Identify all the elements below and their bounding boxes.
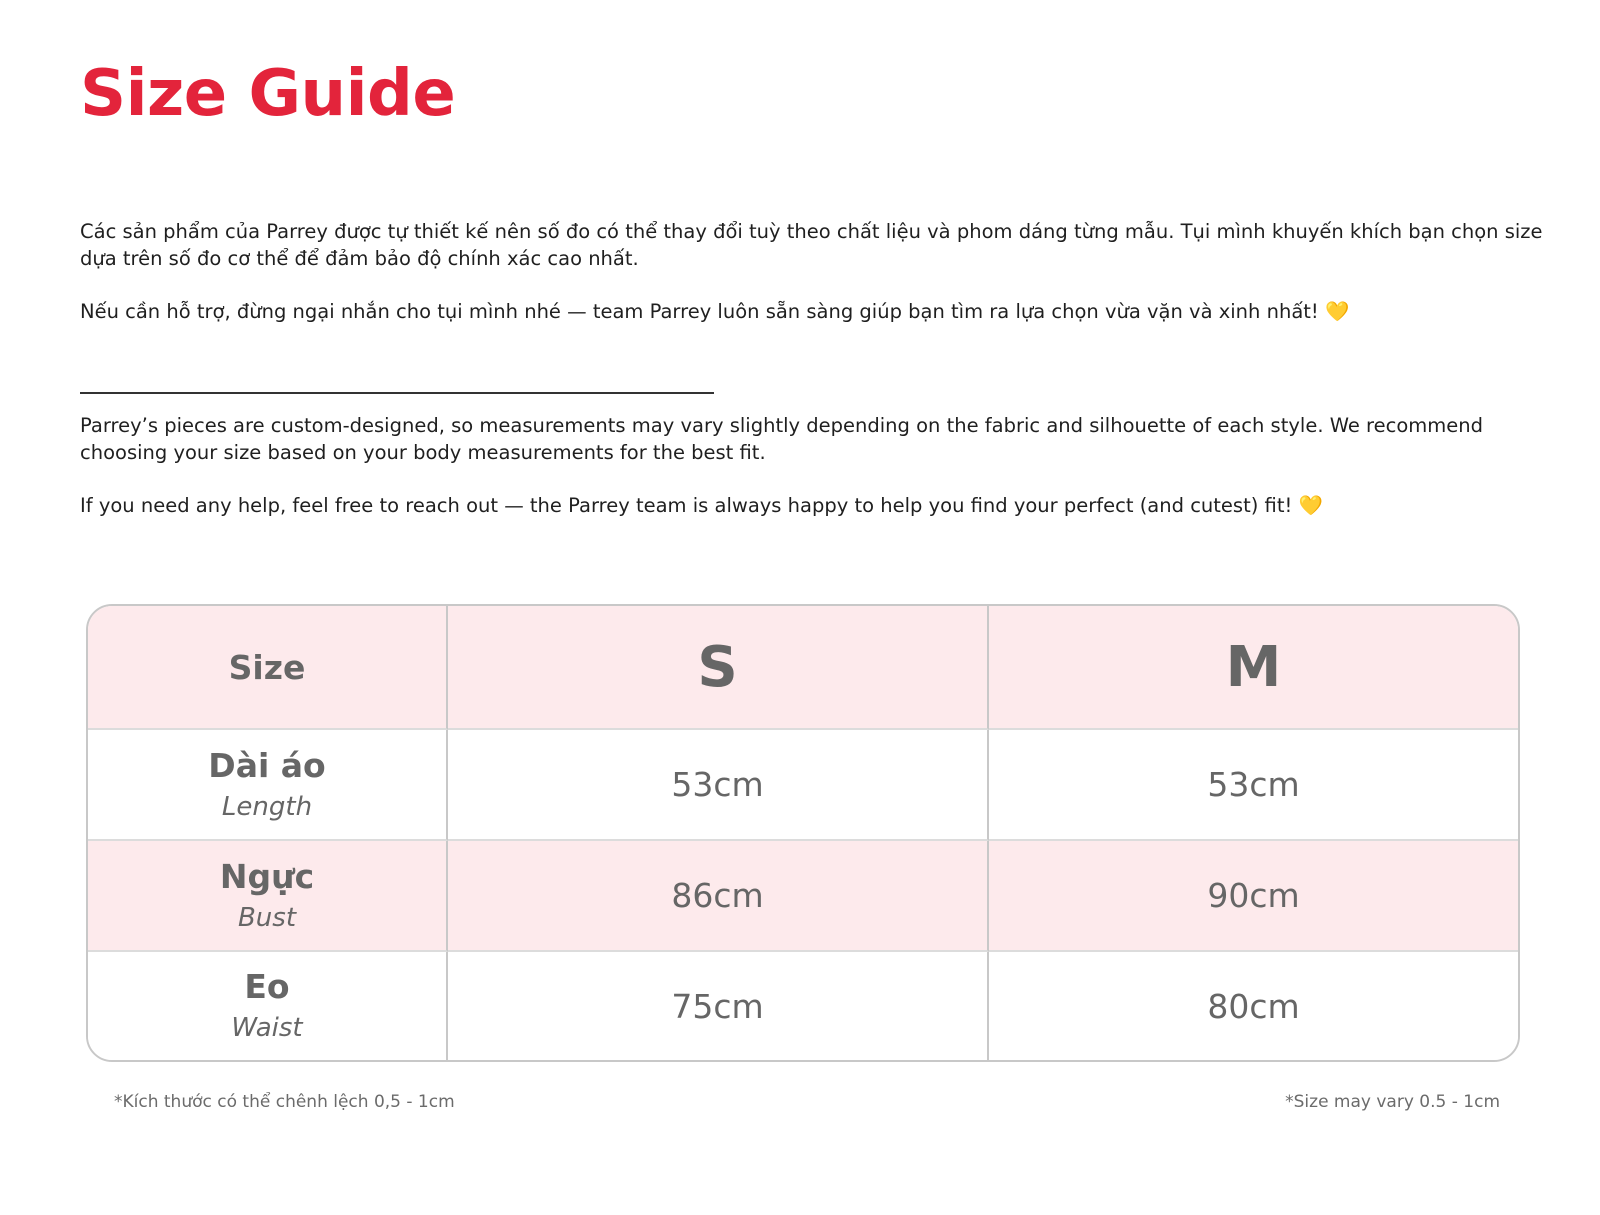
- row-label-en: Bust: [237, 902, 297, 933]
- tolerance-note-en: *Size may vary 0.5 - 1cm: [1285, 1092, 1500, 1112]
- header-size-m-cell: [989, 606, 1518, 730]
- intro-en-paragraph-2: [80, 492, 1560, 519]
- row-label-vi: Ngực: [219, 856, 315, 896]
- header-size-label: Size: [228, 647, 306, 687]
- yellow-heart-icon: 💛: [1324, 300, 1350, 323]
- intro-en-text-2: If you need any help, feel free to reach out — the Parrey team is always happy to help you find your perfect (and cutest) fit!: [80, 494, 1293, 517]
- intro-vi-paragraph-2: [80, 298, 1560, 325]
- header-size-m: M: [1225, 634, 1282, 700]
- header-size-s: S: [697, 634, 738, 700]
- row-label-vi: Dài áo: [208, 745, 326, 785]
- intro-en-paragraph-1: [80, 412, 1560, 466]
- waist-m-value: 80cm: [1207, 986, 1300, 1026]
- length-m-value: 53cm: [1207, 765, 1300, 804]
- yellow-heart-icon: 💛: [1298, 494, 1323, 517]
- intro-vi-text-2: Nếu cần hỗ trợ, đừng ngại nhắn cho tụi mình nhé — team Parrey luôn sẵn sàng giúp bạn tìm ra lựa chọn vừa vặn và xinh nhất!: [80, 300, 1319, 323]
- row-label-en: Waist: [231, 1013, 303, 1043]
- table-cell: [989, 730, 1518, 841]
- intro-vi-paragraph-1: [80, 218, 1560, 272]
- row-label-waist: [88, 952, 448, 1060]
- table-cell: [448, 952, 989, 1060]
- length-s-value: 53cm: [671, 765, 764, 804]
- table-cell: [448, 730, 989, 841]
- row-label-bust: [88, 841, 448, 952]
- tolerance-note-vi: *Kích thước có thể chênh lệch 0,5 - 1cm: [114, 1092, 455, 1112]
- bust-m-value: 90cm: [1207, 876, 1300, 915]
- bust-s-value: 86cm: [671, 876, 764, 915]
- table-cell: [989, 841, 1518, 952]
- intro-vi-text-1: Các sản phẩm của Parrey được tự thiết kế nên số đo có thể thay đổi tuỳ theo chất liệu và phom dáng từng mẫu. Tụi mình khuyến khích bạn chọn size dựa trên số đo cơ thể để đảm bảo độ chính xác cao nhất.: [80, 220, 1543, 270]
- waist-s-value: 75cm: [671, 986, 764, 1026]
- section-divider: [80, 392, 714, 394]
- page-title: Size Guide: [80, 57, 456, 131]
- row-label-length: [88, 730, 448, 841]
- table-cell: [989, 952, 1518, 1060]
- table-cell: [448, 841, 989, 952]
- header-size-s-cell: [448, 606, 989, 730]
- header-size-label-cell: [88, 606, 448, 730]
- row-label-en: Length: [221, 791, 313, 822]
- intro-en-text-1: Parrey’s pieces are custom-designed, so measurements may vary slightly depending on the fabric and silhouette of each style. We recommend choosing your size based on your body measurements for the best fit.: [80, 414, 1484, 464]
- row-label-vi: Eo: [244, 967, 290, 1006]
- size-table: [86, 604, 1520, 1062]
